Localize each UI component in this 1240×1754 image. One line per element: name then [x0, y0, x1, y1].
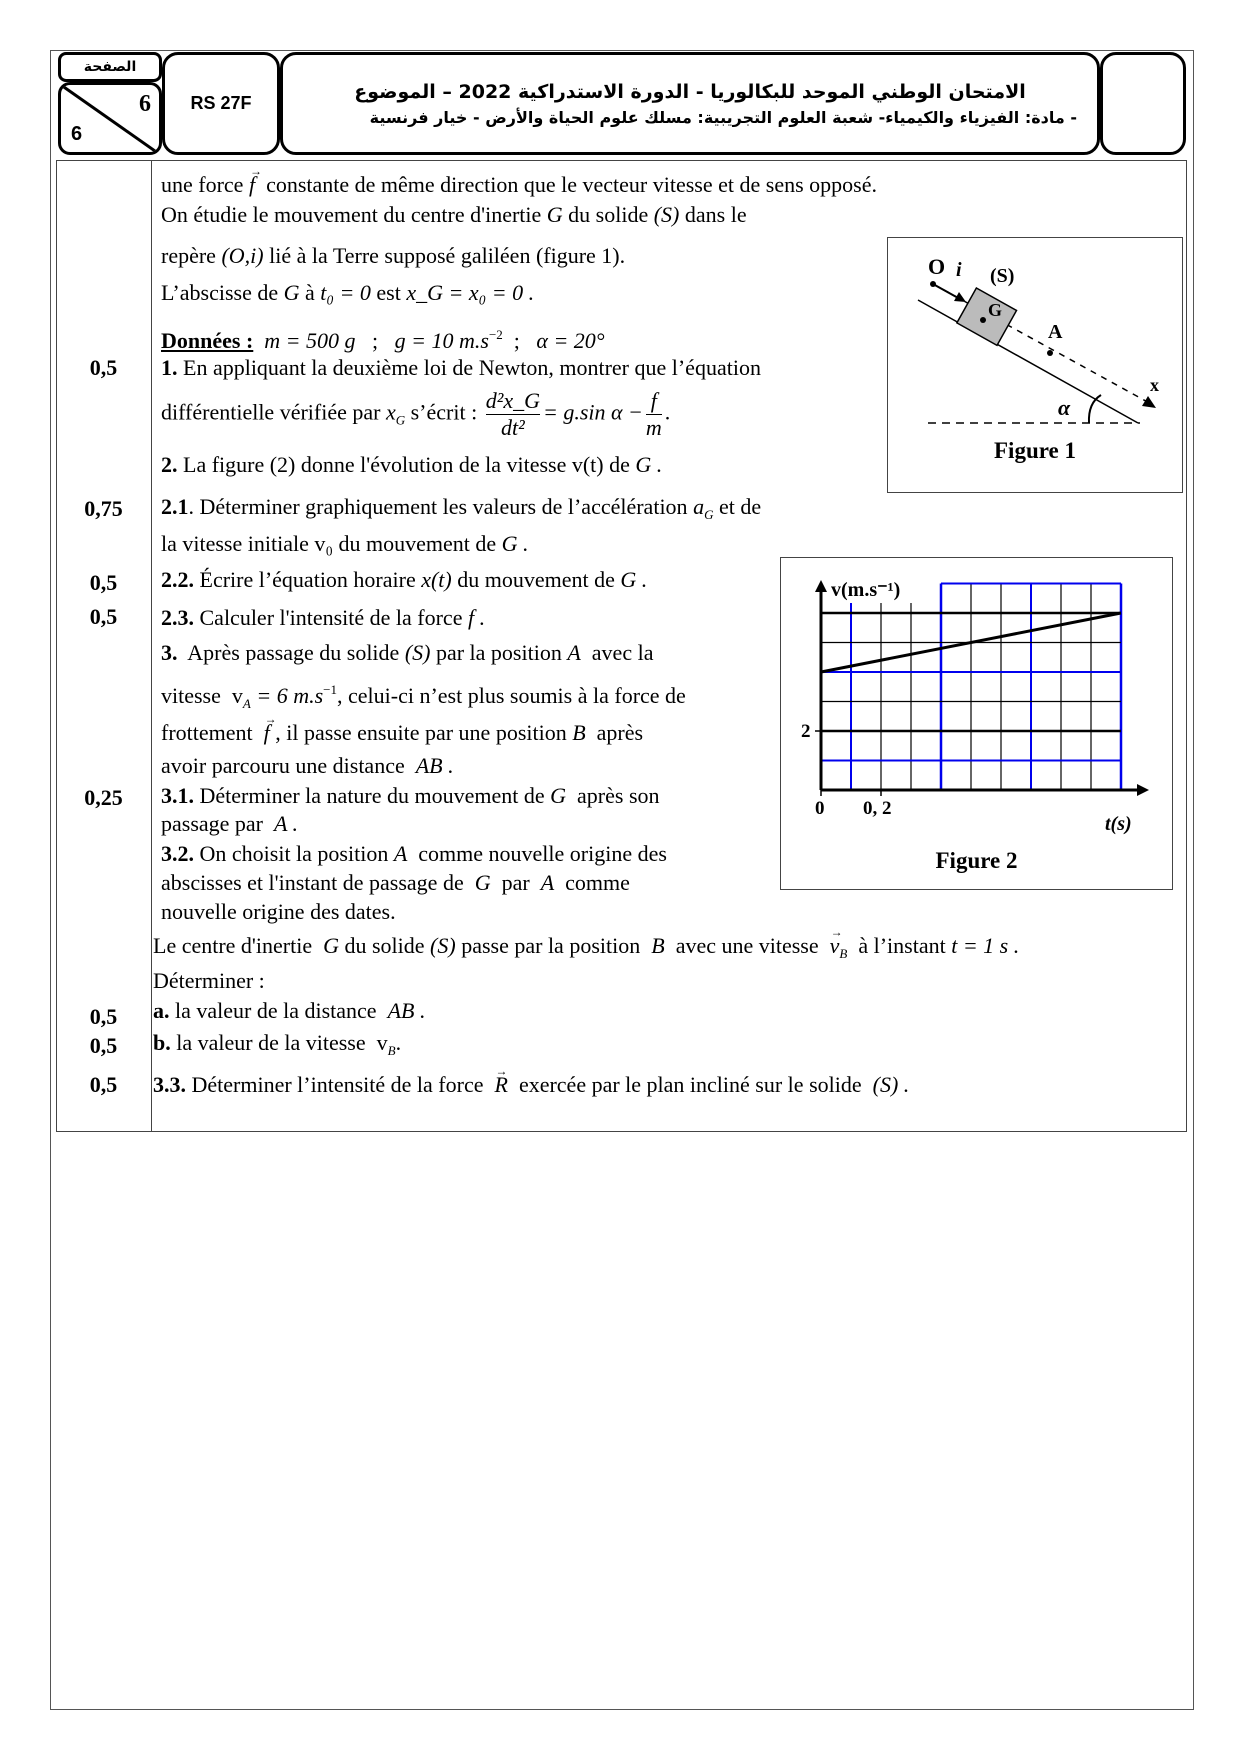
text-line: repère (O,i) lié à la Terre supposé galiléen (figure 1).	[161, 243, 626, 268]
question-2-1-cont: la vitesse initiale v₀ du mouvement de G .	[161, 531, 529, 556]
question-3-2-cont: abscisses et l'instant de passage de G par A comme	[161, 870, 630, 895]
page-current: 6	[139, 91, 151, 117]
score: 0,75	[84, 496, 123, 521]
exam-title-line1: الامتحان الوطني الموحد للبكالوريا - الدورة الاستدراكية 2022 – الموضوع	[354, 80, 1026, 103]
label-i: i	[956, 259, 962, 281]
label-A: A	[1048, 321, 1063, 343]
page-label	[58, 52, 162, 82]
y-axis-label: v(m.s⁻¹)	[831, 579, 901, 601]
label-S: (S)	[990, 265, 1015, 287]
point-G	[980, 317, 986, 323]
label-x: x	[1150, 375, 1159, 395]
y-tick-label: 2	[801, 721, 811, 742]
equation-fraction: $\frac{\text{d²x\_G}}{\text{dt²}}$	[485, 388, 540, 440]
figure-1-caption: Figure 1	[994, 438, 1076, 463]
inclined-plane	[918, 300, 1138, 423]
figure-2-caption: Figure 2	[935, 848, 1018, 873]
exam-code	[162, 52, 280, 155]
question-b: b. la valeur de la vitesse $v_B$.	[153, 1030, 402, 1058]
score: 0,5	[89, 1072, 118, 1097]
blank-box	[1100, 52, 1186, 155]
point-A	[1047, 350, 1053, 356]
velocity-chart	[781, 558, 1174, 891]
question-1: 1. En appliquant la deuxième loi de Newton, montrer que l’équation	[161, 355, 761, 380]
label-G: G	[988, 300, 1003, 320]
score: 0,5	[89, 604, 118, 629]
score: 0,5	[89, 1033, 118, 1058]
label-O: O	[928, 254, 946, 279]
question-1-equation: différentielle vérifiée par $x_G$ s’écrit : $\frac{\text{d²x\_G}}{\text{dt²}}$ = g.sin α − $\frac{f}{m}$ .	[161, 388, 671, 440]
x-axis-arrow	[1142, 396, 1156, 408]
text-line: une force → f constante de même direction que le vecteur vitesse et de sens opposé.	[161, 172, 877, 198]
score: 0,25	[84, 785, 123, 810]
question-3-3: 3.3. Déterminer l’intensité de la force → R exercée par le plan incliné sur le solide (S) .	[153, 1072, 909, 1098]
x-tick-label: 0, 2	[863, 798, 892, 819]
question-3-1: 3.1. Déterminer la nature du mouvement de G après son	[161, 783, 660, 808]
question-a: a. la valeur de la distance AB .	[153, 998, 426, 1023]
score: 0,5	[89, 355, 118, 380]
angle-alpha-arc	[1089, 395, 1101, 423]
question-3-cont: vitesse $v_A = 6$ $m.s^{-1}$, celui-ci n’est plus soumis à la force de	[161, 682, 686, 711]
page-number-box	[58, 82, 162, 155]
score-column-divider	[151, 160, 152, 1132]
exam-title-line2: - مادة: الفيزياء والكيمياء- شعبة العلوم التجريبية: مسلك علوم الحياة والأرض - خيار فرنسية	[369, 107, 1077, 127]
force-f-symbol: → f	[249, 172, 255, 198]
question-3-1-cont: passage par A .	[161, 811, 299, 836]
exam-code-text: RS 27F	[190, 93, 252, 113]
question-3-2: 3.2. On choisit la position A comme nouvelle origine des	[161, 841, 667, 866]
x-tick-label: 0	[815, 798, 825, 819]
question-3-cont: avoir parcouru une distance AB .	[161, 753, 454, 778]
exam-title	[280, 52, 1100, 155]
question-3-2-cont: nouvelle origine des dates.	[161, 899, 396, 924]
solid-S	[957, 288, 1017, 345]
text-line: On étudie le mouvement du centre d'inertie G du solide (S) dans le	[161, 202, 747, 227]
question-3-2-cont: Le centre d'inertie G du solide (S) passe par la position B avec une vitesse → $v_B$ à l’instant t = 1 s .	[153, 933, 1019, 967]
point-O	[930, 281, 936, 287]
question-2-1: 2.1. Déterminer graphiquement les valeurs de l’accélération $a_G$ et de	[161, 494, 762, 522]
figure-2	[780, 557, 1173, 890]
equation-fraction: $\frac{f}{m}$	[645, 388, 662, 440]
score: 0,5	[89, 1004, 118, 1029]
page-label-text: الصفحة	[83, 59, 137, 75]
score: 0,5	[89, 570, 118, 595]
text-line: L’abscisse de G à t₀ = 0 est x_G = x₀ = 0 .	[161, 280, 535, 305]
question-2-2: 2.2. Écrire l’équation horaire x(t) du mouvement de G .	[161, 567, 648, 592]
y-axis-arrow	[815, 580, 827, 592]
question-3: 3. Après passage du solide (S) par la position A avec la	[161, 640, 654, 665]
x-axis-label: t(s)	[1105, 813, 1132, 835]
question-2-3: 2.3. Calculer l'intensité de la force f .	[161, 605, 486, 630]
unit-vector-i	[933, 284, 960, 299]
determiner-label: Déterminer :	[153, 968, 265, 993]
figure-1	[887, 237, 1183, 493]
page-total: 6	[71, 123, 83, 145]
donnees-line: Données : m = 500 g ; g = 10 $m.s^{-2}$ ; α = 20°	[161, 327, 605, 353]
x-axis-arrow	[1137, 784, 1149, 796]
label-alpha: α	[1058, 395, 1071, 420]
question-2: 2. La figure (2) donne l'évolution de la vitesse v(t) de G .	[161, 452, 663, 477]
question-3-cont: frottement → f , il passe ensuite par une position B après	[161, 720, 643, 746]
x-axis-dashed	[933, 284, 1153, 405]
